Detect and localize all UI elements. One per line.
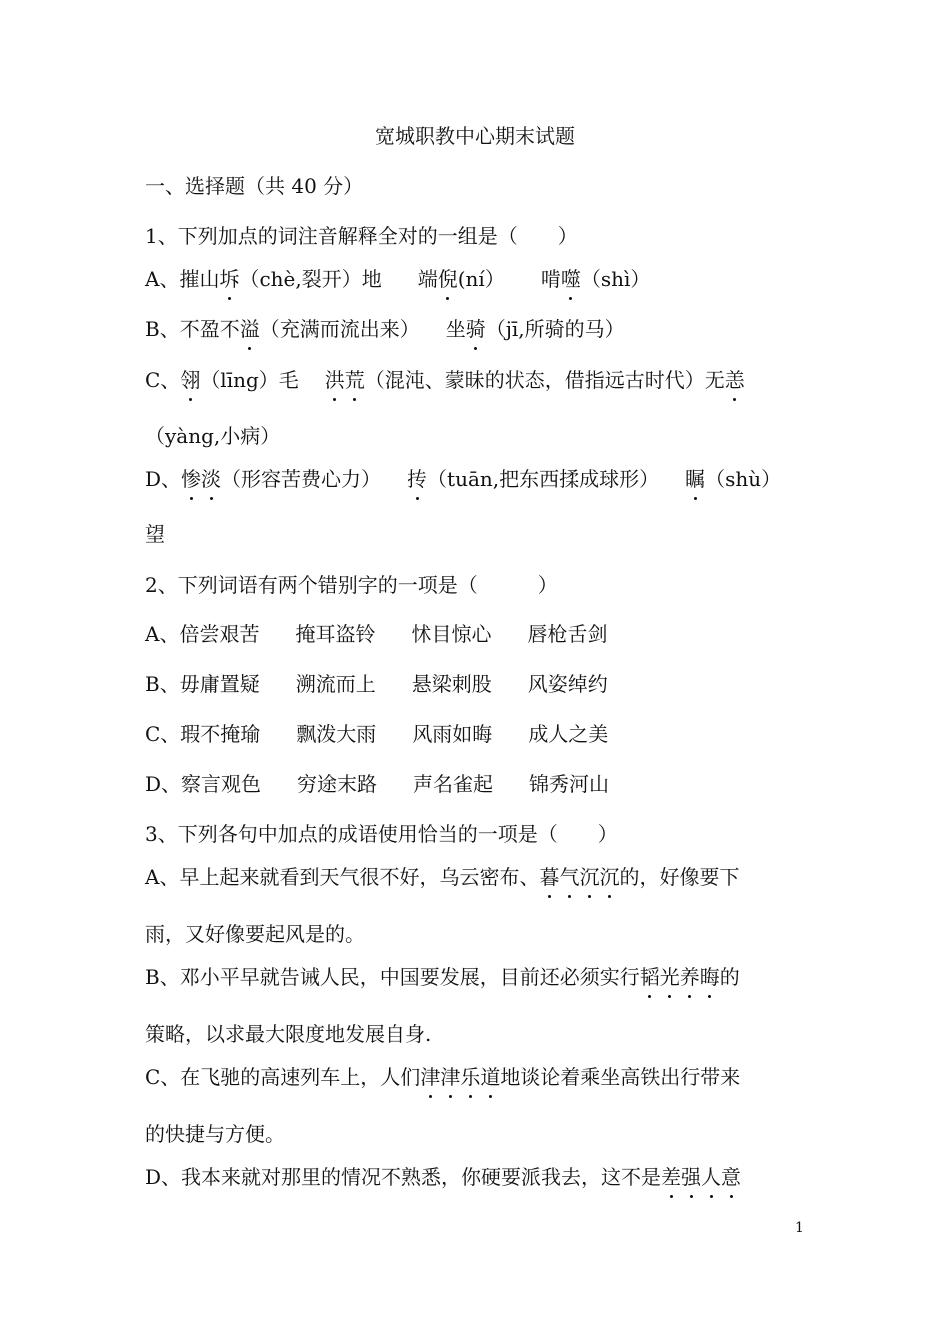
question-2-option-c: C、瑕不掩瑜 飘泼大雨 风雨如晦 成人之美	[145, 722, 609, 746]
question-2-option-d: D、察言观色 穷途末路 声名雀起 锦秀河山	[145, 772, 610, 796]
question-1-stem: 1、下列加点的词注音解释全对的一组是（ ）	[145, 224, 578, 248]
emphasis-dot-char: 溢	[239, 317, 260, 341]
question-1-option-a: A、摧山坼（chè,裂开）地 端倪(ní） 啃噬（shì）	[145, 267, 651, 291]
question-2-option-b: B、毋庸置疑 溯流而上 悬梁刺股 风姿绰约	[145, 672, 608, 696]
question-1-option-d: D、惨淡（形容苦费心力） 抟（tuān,把东西揉成球形） 瞩（shù）	[145, 467, 782, 491]
emphasis-dot-char: 光	[659, 965, 680, 989]
question-1-option-c-continued: （yàng,小病）	[145, 424, 281, 448]
emphasis-dot-char: 洪	[324, 368, 345, 392]
question-1-option-b: B、不盈不溢（充满而流出来） 坐骑（jī,所骑的马）	[145, 317, 625, 341]
emphasis-dot-char: 差	[661, 1165, 682, 1189]
emphasis-dot-char: 沉	[599, 865, 620, 889]
question-1-option-d-continued: 望	[145, 522, 165, 546]
emphasis-dot-char: 翎	[180, 368, 201, 392]
question-3-option-c: C、在飞驰的高速列车上，人们津津乐道地谈论着乘坐高铁出行带来	[145, 1065, 741, 1089]
emphasis-dot-char: 养	[679, 965, 700, 989]
question-1-option-c: C、翎（līng）毛 洪荒（混沌、蒙昧的状态，借指远古时代）无恙	[145, 368, 745, 392]
emphasis-dot-char: 恙	[724, 368, 745, 392]
question-3-option-c-continued: 的快捷与方便。	[145, 1122, 285, 1146]
emphasis-dot-char: 津	[440, 1065, 461, 1089]
emphasis-dot-char: 抟	[407, 467, 428, 491]
question-3-option-a: A、早上起来就看到天气很不好，乌云密布、暮气沉沉的，好像要下	[145, 865, 740, 889]
question-2-stem: 2、下列词语有两个错别字的一项是（ ）	[145, 573, 558, 597]
question-3-option-a-continued: 雨，又好像要起风是的。	[145, 922, 365, 946]
emphasis-dot-char: 噬	[560, 267, 581, 291]
emphasis-dot-char: 晦	[699, 965, 720, 989]
question-2-option-a: A、倍尝艰苦 掩耳盗铃 怵目惊心 唇枪舌剑	[145, 622, 608, 646]
emphasis-dot-char: 韬	[639, 965, 660, 989]
question-3-option-d: D、我本来就对那里的情况不熟悉，你硬要派我去，这不是差强人意	[145, 1165, 742, 1189]
question-3-option-b-continued: 策略，以求最大限度地发展自身.	[145, 1022, 432, 1046]
emphasis-dot-char: 津	[420, 1065, 441, 1089]
question-3-stem: 3、下列各句中加点的成语使用恰当的一项是（ ）	[145, 822, 618, 846]
emphasis-dot-char: 倪	[437, 267, 458, 291]
page-number: 1	[795, 1220, 804, 1236]
emphasis-dot-char: 骑	[465, 317, 486, 341]
emphasis-dot-char: 道	[480, 1065, 501, 1089]
page-title: 宽城职教中心期末试题	[375, 124, 575, 148]
emphasis-dot-char: 沉	[579, 865, 600, 889]
emphasis-dot-char: 坼	[219, 267, 240, 291]
question-3-option-b: B、邓小平早就告诫人民，中国要发展，目前还必须实行韬光养晦的	[145, 965, 740, 989]
emphasis-dot-char: 人	[701, 1165, 722, 1189]
emphasis-dot-char: 强	[681, 1165, 702, 1189]
section-heading: 一、选择题（共 40 分）	[145, 174, 364, 198]
emphasis-dot-char: 惨	[181, 467, 202, 491]
emphasis-dot-char: 荒	[344, 368, 365, 392]
emphasis-dot-char: 暮	[539, 865, 560, 889]
emphasis-dot-char: 气	[559, 865, 580, 889]
emphasis-dot-char: 淡	[201, 467, 222, 491]
emphasis-dot-char: 乐	[460, 1065, 481, 1089]
emphasis-dot-char: 意	[721, 1165, 742, 1189]
emphasis-dot-char: 瞩	[685, 467, 706, 491]
